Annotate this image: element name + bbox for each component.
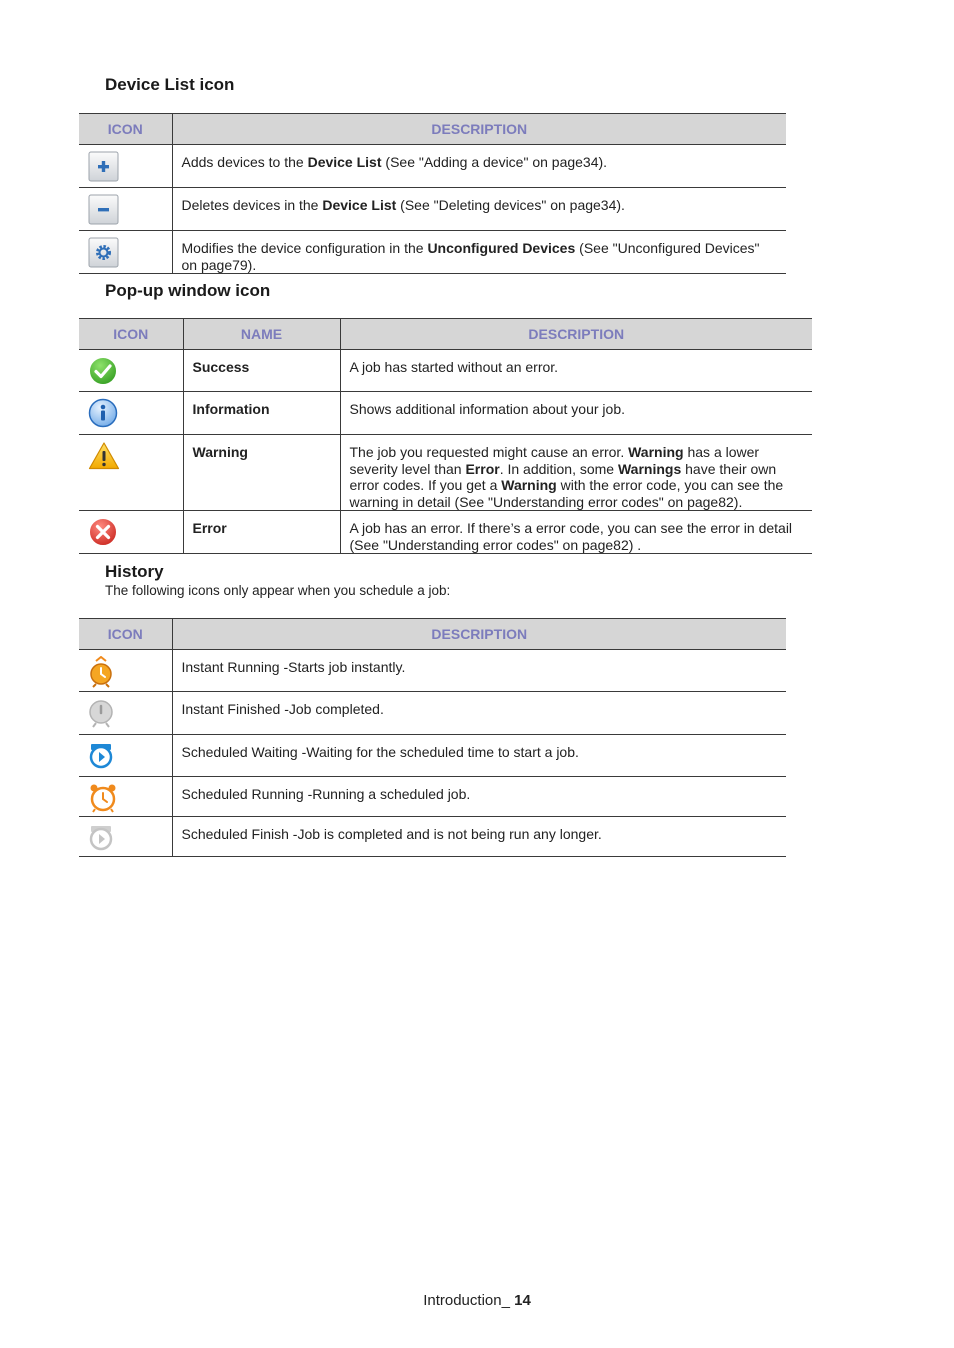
table-row [79,145,786,188]
column-header-icon: ICON [79,114,172,145]
column-header-icon: ICON [79,319,183,350]
instant-running-icon [88,656,114,688]
page-number: 14 [514,1292,531,1309]
column-header-description: DESCRIPTION [172,619,786,650]
description-cell: Scheduled Waiting -Waiting for the scheduled time to start a job. [172,735,786,777]
description-cell: Deletes devices in the Device List (See "Deleting devices" on page34). [172,188,786,231]
description-cell: Shows additional information about your job. [340,392,812,435]
device-list-table [79,113,786,274]
description-cell: Instant Finished -Job completed. [172,692,786,735]
scheduled-finish-icon [88,823,114,853]
description-cell: Scheduled Finish -Job is completed and is not being run any longer. [172,817,786,857]
description-cell: Instant Running -Starts job instantly. [172,650,786,692]
footer-section-label: Introduction_ [423,1292,515,1309]
add-device-icon [88,151,119,182]
table-row [79,350,812,392]
instant-finished-icon [88,698,114,728]
device-list-heading: Device List icon [105,75,235,94]
history-heading: History [105,562,164,581]
table-row [79,817,786,857]
description-cell: A job has started without an error. [340,350,812,392]
delete-device-icon [88,194,119,225]
column-header-icon: ICON [79,619,172,650]
table-row [79,735,786,777]
scheduled-running-icon [88,783,118,813]
description-cell: A job has an error. If there’s a error code, you can see the error in detail (See "Understanding error codes" on page82) . [340,511,812,554]
table-row [79,435,812,511]
column-header-description: DESCRIPTION [172,114,786,145]
history-intro: The following icons only appear when you schedule a job: [105,583,451,598]
table-row [79,777,786,817]
description-cell: Modifies the device configuration in the Unconfigured Devices (See "Unconfigured Devices" on page79). [172,231,786,274]
table-row [79,511,812,554]
popup-table [79,318,812,554]
column-header-description: DESCRIPTION [340,319,812,350]
error-icon [88,517,118,547]
warning-icon [88,441,120,471]
name-cell: Warning [183,435,340,511]
page-footer [0,1292,954,1309]
name-cell: Information [183,392,340,435]
popup-heading: Pop-up window icon [105,281,271,300]
name-cell: Success [183,350,340,392]
column-header-name: NAME [183,319,340,350]
description-cell: Adds devices to the Device List (See "Adding a device" on page34). [172,145,786,188]
history-table [79,618,786,857]
table-row [79,392,812,435]
description-cell: Scheduled Running -Running a scheduled job. [172,777,786,817]
name-cell: Error [183,511,340,554]
information-icon [88,398,118,428]
table-row [79,692,786,735]
configure-device-icon [88,237,119,268]
table-row [79,231,786,274]
table-row [79,188,786,231]
table-row [79,650,786,692]
description-cell: The job you requested might cause an error. Warning has a lower severity level than Error. In addition, some Warnings have their own error codes. If you get a Warning with the error code, you can see the warning in detail (See "Understanding error codes" on page82). [340,435,812,511]
scheduled-waiting-icon [88,741,114,771]
success-icon [88,356,118,386]
